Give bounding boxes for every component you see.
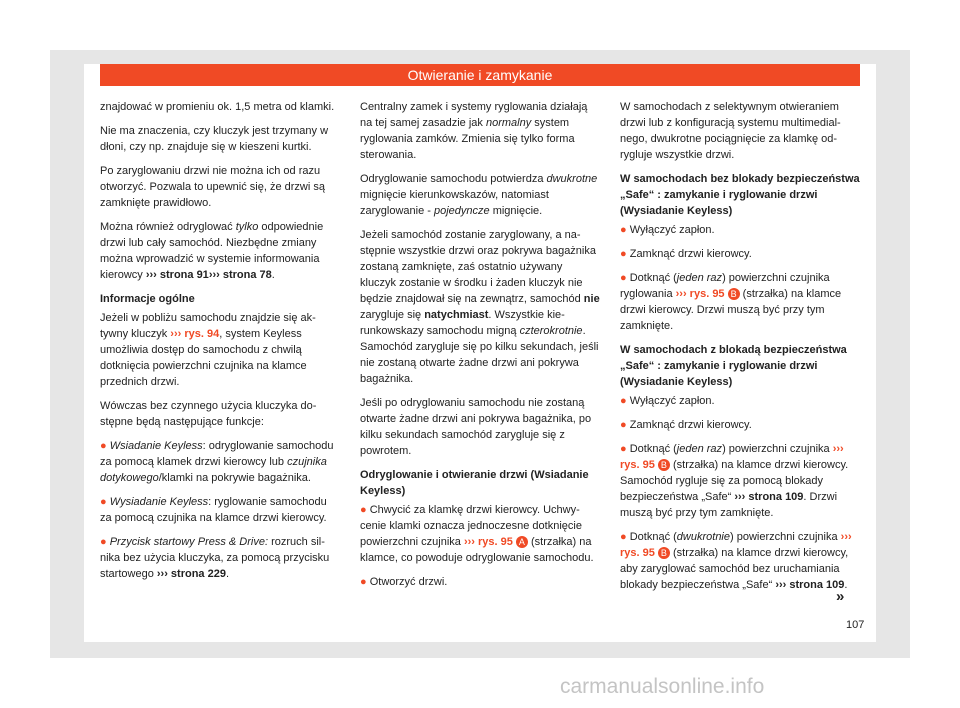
paragraph: Można również odryglować tylko odpowiednie drzwi lub cały samochód. Niezbędne zmiany można wprowadzić w systemie informowania kierowcy ››› strona 91››› strona 78. xyxy=(100,221,324,281)
page-link[interactable]: ››› strona 109 xyxy=(775,579,845,591)
figure-link[interactable]: ››› rys. 94 xyxy=(170,328,220,340)
bullet-item: ● Wsiadanie Keyless: odryglowanie samochodu za pomocą klamek drzwi kierowcy lub czujnika dotykowego/klamki na pokrywie bagażnika. xyxy=(100,440,334,484)
bullet-icon: ● xyxy=(620,419,627,431)
paragraph: Jeśli po odryglowaniu samochodu nie zostaną otwarte żadne drzwi ani pokrywa bagażnika, po kilku sekundach samochód zarygluje się z powrotem. xyxy=(360,397,592,457)
column-3 xyxy=(620,99,860,601)
paragraph: Nie ma znaczenia, czy kluczyk jest trzymany w dłoni, czy np. znajduje się w kieszeni kurtki. xyxy=(100,125,329,153)
page-link[interactable]: ››› strona 229 xyxy=(156,568,226,580)
bullet-item: ● Wyłączyć zapłon. xyxy=(620,224,715,236)
paragraph: Po zaryglowaniu drzwi nie można ich od razu otworzyć. Pozwala to upewnić się, że drzwi są zamknięte prawidłowo. xyxy=(100,165,325,209)
section-heading: Odryglowanie i otwieranie drzwi (Wsiadanie Keyless) xyxy=(360,469,589,497)
bullet-item: ● Otworzyć drzwi. xyxy=(360,576,448,588)
paragraph: Jeżeli w pobliżu samochodu znajdzie się aktywny kluczyk ››› rys. 94, system Keyless umożliwia dostęp do samochodu z chwilą dotknięcia powierzchni czujnika na klamce przednich drzwi. xyxy=(100,312,316,388)
paragraph: Centralny zamek i systemy ryglowania działają na tej samej zasadzie jak normalny system ryglowania zamków. Zmienia się tylko forma sterowania. xyxy=(360,101,588,161)
bullet-item: ● Wysiadanie Keyless: ryglowanie samochodu za pomocą czujnika na klamce drzwi kierowcy. xyxy=(100,496,327,524)
callout-a-icon: A xyxy=(516,536,528,548)
bullet-item: ● Zamknąć drzwi kierowcy. xyxy=(620,248,752,260)
bullet-icon: ● xyxy=(100,536,107,548)
section-heading: Informacje ogólne xyxy=(100,293,195,305)
bullet-icon: ● xyxy=(620,443,627,455)
bullet-icon: ● xyxy=(100,440,107,452)
bullet-icon: ● xyxy=(100,496,107,508)
figure-link[interactable]: ››› rys. 95 xyxy=(620,531,852,559)
paragraph: znajdować w promieniu ok. 1,5 metra od klamki. xyxy=(100,101,335,113)
bullet-icon: ● xyxy=(620,272,627,284)
bullet-icon: ● xyxy=(620,395,627,407)
bullet-icon: ● xyxy=(620,224,627,236)
paragraph: W samochodach z selektywnym otwieraniem drzwi lub z konfiguracją systemu multimedialnego, dwukrotne pociągnięcie za klamkę odrygluje wszystkie drzwi. xyxy=(620,101,841,161)
bullet-icon: ● xyxy=(360,504,367,516)
bullet-icon: ● xyxy=(620,531,627,543)
paragraph: Wówczas bez czynnego użycia kluczyka dostępne będą następujące funkcje: xyxy=(100,400,317,428)
callout-b-icon: B xyxy=(658,547,670,559)
bullet-item: ● Wyłączyć zapłon. xyxy=(620,395,715,407)
page-number: 107 xyxy=(846,619,865,631)
page-link[interactable]: ››› strona 78 xyxy=(208,269,272,281)
continue-arrow-icon: » xyxy=(836,588,845,605)
bullet-item: ● Dotknąć (jeden raz) powierzchni czujnika ryglowania ››› rys. 95 B (strzałka) na klamce drzwi kierowcy. Drzwi muszą być przy tym zamknięte. xyxy=(620,272,842,332)
bullet-item: ● Dotknąć (jeden raz) powierzchni czujnika ››› rys. 95 B (strzałka) na klamce drzwi kierowcy. Samochód rygluje się za pomocą blokady bezpieczeństwa „Safe“ ››› strona 109. Drzwi muszą być przy tym zamknięte. xyxy=(620,443,849,519)
section-heading: W samochodach bez blokady bezpieczeństwa „Safe“ : zamykanie i ryglowanie drzwi (Wysiadanie Keyless) xyxy=(620,173,860,217)
paragraph: Odryglowanie samochodu potwierdza dwukrotne mignięcie kierunkowskazów, natomiast zaryglowanie - pojedyncze mignięcie. xyxy=(360,173,598,217)
figure-link[interactable]: ››› rys. 95 xyxy=(675,288,725,300)
callout-b-icon: B xyxy=(728,288,740,300)
page-link[interactable]: ››› strona 91 xyxy=(145,269,209,281)
bullet-icon: ● xyxy=(620,248,627,260)
column-2 xyxy=(360,99,600,598)
page-link[interactable]: ››› strona 109 xyxy=(734,491,804,503)
bullet-item: ● Zamknąć drzwi kierowcy. xyxy=(620,419,752,431)
section-heading: W samochodach z blokadą bezpieczeństwa „Safe“ : zamykanie i ryglowanie drzwi (Wysiadanie Keyless) xyxy=(620,344,847,388)
section-header: Otwieranie i zamykanie xyxy=(100,64,860,86)
figure-link[interactable]: ››› rys. 95 xyxy=(463,536,513,548)
figure-link[interactable]: ››› rys. 95 xyxy=(620,443,844,471)
bullet-item: ● Dotknąć (dwukrotnie) powierzchni czujnika ››› rys. 95 B (strzałka) na klamce drzwi kierowcy, aby zaryglować samochód bez uruchamiania blokady bezpieczeństwa „Safe“ ››› strona 109. xyxy=(620,531,852,591)
column-1 xyxy=(100,99,340,590)
callout-b-icon: B xyxy=(658,459,670,471)
paragraph: Jeżeli samochód zostanie zaryglowany, a następnie wszystkie drzwi oraz pokrywa bagażnika zostaną zamknięte, zaś ostatnio używany kluczyk zostanie w środku i żaden kluczyk nie będzie znajdował się na zewnątrz, samochód nie zarygluje się natychmiast. Wszystkie kierunkowskazy samochodu migną czterokrotnie. Samochód zarygluje się po kilku sekundach, jeśli nie zostaną otwarte żadne drzwi ani pokrywa bagażnika. xyxy=(360,229,600,385)
watermark: carmanualsonline.info xyxy=(560,675,765,698)
bullet-icon: ● xyxy=(360,576,367,588)
bullet-item: ● Chwycić za klamkę drzwi kierowcy. Uchwycenie klamki oznacza jednoczesne dotknięcie powierzchni czujnika ››› rys. 95 A (strzałka) na klamce, co powoduje odryglowanie samochodu. xyxy=(360,504,594,564)
bullet-item: ● Przycisk startowy Press & Drive: rozruch silnika bez użycia kluczyka, za pomocą przycisku startowego ››› strona 229. xyxy=(100,536,330,580)
